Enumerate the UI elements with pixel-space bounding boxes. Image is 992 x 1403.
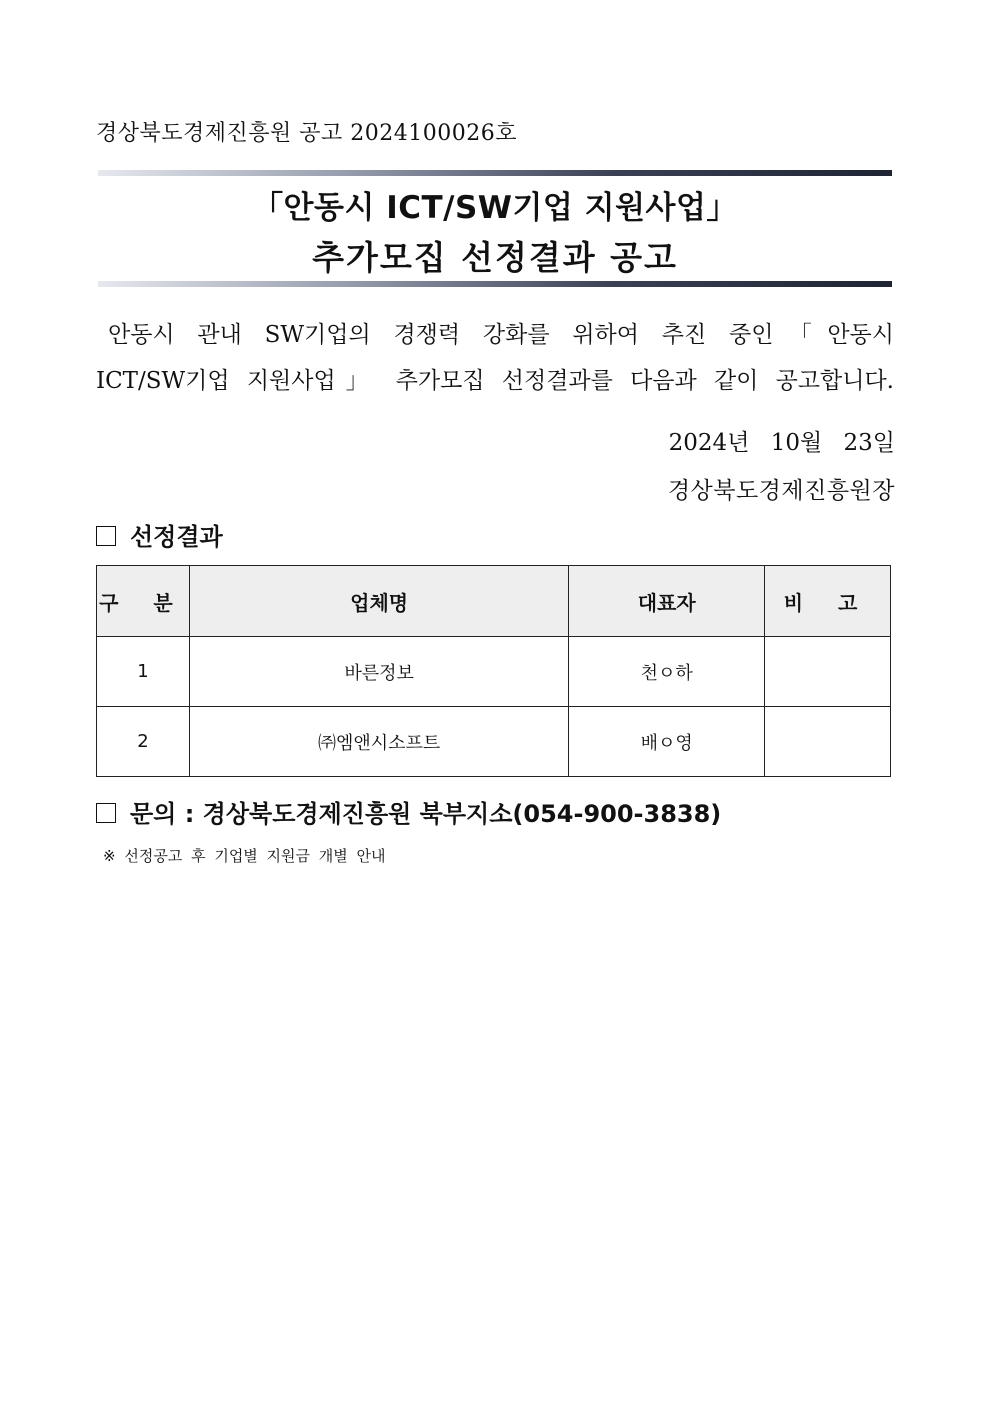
contact-section-heading [96, 794, 721, 829]
title-bottom-rule [98, 281, 892, 287]
cell-no: 2 [97, 707, 190, 777]
notice-number: 경상북도경제진흥원 공고 2024100026호 [96, 121, 517, 146]
announcement-body-line1: 안동시 관내 SW기업의 경쟁력 강화를 위하여 추진 중인「안동시 [108, 322, 894, 348]
column-header-representative: 대표자 [569, 566, 765, 637]
cell-representative: 배ㅇ영 [569, 707, 765, 777]
column-header-remarks: 비 고 [765, 566, 891, 637]
contact-heading-text: 문의 : 경상북도경제진흥원 북부지소(054-900-3838) [130, 800, 722, 828]
page-title-line2: 추가모집 선정결과 공고 [312, 238, 678, 277]
announcement-body-line2: ICT/SW기업 지원사업」 추가모집 선정결과를 다음과 같이 공고합니다. [96, 368, 894, 394]
cell-remarks [765, 637, 891, 707]
column-header-company: 업체명 [189, 566, 568, 637]
column-header-no: 구 분 [97, 566, 190, 637]
title-top-rule [98, 170, 892, 176]
cell-remarks [765, 707, 891, 777]
cell-no: 1 [97, 637, 190, 707]
announcement-body [96, 312, 894, 404]
cell-representative: 천ㅇ하 [569, 637, 765, 707]
cell-company: 바른정보 [189, 637, 568, 707]
results-heading-text: 선정결과 [130, 523, 223, 551]
checkbox-square-icon [96, 526, 116, 546]
announcement-date: 2024년 10월 23일 [668, 430, 895, 456]
page-title-line1: 「안동시 ICT/SW기업 지원사업」 [252, 190, 738, 226]
footnote: ※ 선정공고 후 기업별 지원금 개별 안내 [103, 847, 386, 865]
table-row [97, 637, 891, 707]
results-table [96, 565, 891, 777]
table-header-row [97, 566, 891, 637]
checkbox-square-icon [96, 803, 116, 823]
issuer-name: 경상북도경제진흥원장 [667, 478, 895, 504]
results-section-heading [96, 517, 223, 552]
cell-company: ㈜엠앤시소프트 [189, 707, 568, 777]
table-row [97, 707, 891, 777]
